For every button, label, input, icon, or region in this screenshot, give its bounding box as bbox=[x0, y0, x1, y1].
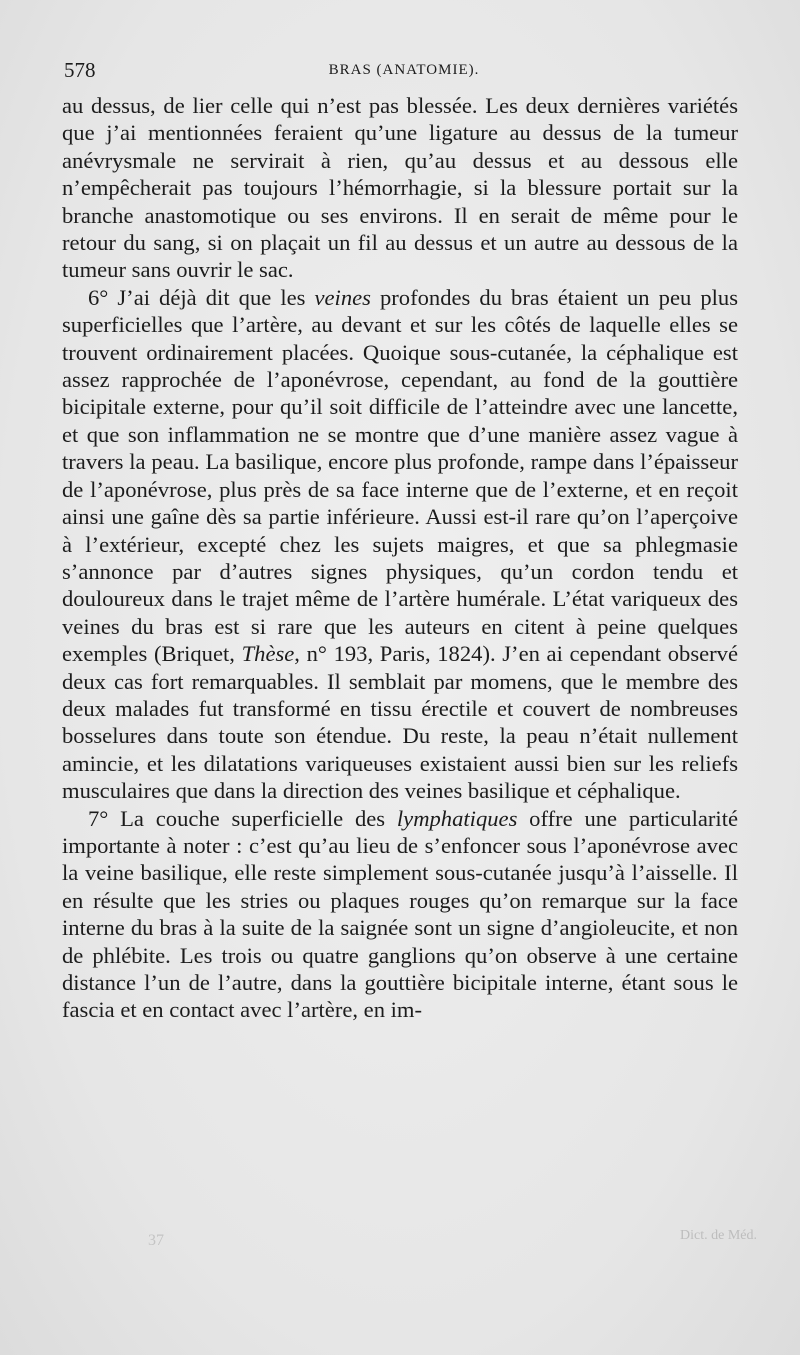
paragraph-text: profondes du bras étaient un peu plus superficielles que l’artère, au devant et sur les côtés de laquelle elles se trouvent ordinairement placées. Quoique sous-cutanée, la céphalique est assez rapprochée de l’aponévrose, cependant, au fond de la gouttière bicipitale externe, pour qu’il soit difficile de l’atteindre avec une lancette, et que son inflammation ne se montre que d’une manière assez vague à travers la peau. La basilique, encore plus profonde, rampe dans l’épaisseur de l’aponévrose, plus près de sa face interne que de l’externe, et en reçoit ainsi une gaîne dès sa partie inférieure. Aussi est-il rare qu’on l’aperçoive à l’extérieur, excepté chez les sujets maigres, et que sa phlegmasie s’annonce par d’autres signes physiques, qu’un cordon tendu et douloureux dans le trajet même de l’artère humérale. L’état variqueux des veines du bras est si rare que les auteurs en citent à peine quelques exemples (Briquet, bbox=[62, 284, 738, 667]
italic-term: veines bbox=[314, 284, 371, 310]
signature-mark: 37 bbox=[148, 1232, 164, 1249]
paragraph-text: 7° La couche superficielle des bbox=[88, 805, 397, 831]
body-text bbox=[62, 92, 738, 1024]
paragraph-text: offre une particularité importante à noter : c’est qu’au lieu de s’enfoncer sous l’aponévrose avec la veine basilique, elle reste simplement sous-cutanée jusqu’à l’aisselle. Il en résulte que les stries ou plaques rouges qu’on remarque sur la face interne du bras à la suite de la saignée sont un signe d’angioleucite, et non de phlébite. Les trois ou quatre ganglions qu’on observe à une certaine distance l’un de l’autre, dans la gouttière bicipitale interne, étant sous le fascia et en contact avec l’artère, en im- bbox=[62, 805, 739, 1023]
signature-text: Dict. de Méd. bbox=[680, 1228, 757, 1243]
paragraph-text: au dessus, de lier celle qui n’est pas blessée. Les deux dernières variétés que j’ai mentionnées feraient qu’une ligature au dessus de la tumeur anévrysmale ne servirait à rien, qu’au dessus et au dessous elle n’empêcherait pas toujours l’hémorrhagie, si la blessure portait sur la branche anastomotique ou ses environs. Il en serait de même pour le retour du sang, si on plaçait un fil au dessus et un autre au dessous de la tumeur sans ouvrir le sac. bbox=[62, 93, 738, 283]
page-number: 578 bbox=[64, 58, 96, 82]
running-head bbox=[64, 58, 744, 88]
italic-term: Thèse bbox=[241, 641, 295, 667]
italic-term: lymphatiques bbox=[396, 805, 518, 831]
paragraph-lymphatiques bbox=[62, 805, 738, 1024]
paragraph-text: 6° J’ai déjà dit que les bbox=[88, 284, 315, 310]
paragraph-veines bbox=[62, 284, 738, 805]
running-title: BRAS (ANATOMIE). bbox=[328, 62, 480, 78]
paragraph-continued bbox=[62, 92, 738, 284]
paragraph-text: , n° 193, Paris, 1824). J’en ai cependant observé deux cas fort remarquables. Il semblait par momens, que le membre des deux malades fut transformé en tissu érectile et couvert de nombreuses bosselures dans toute son étendue. Du reste, la peau n’était nullement amincie, et les dilatations variqueuses existaient aussi bien sur les reliefs musculaires que dans la direction des veines basilique et céphalique. bbox=[62, 641, 739, 804]
